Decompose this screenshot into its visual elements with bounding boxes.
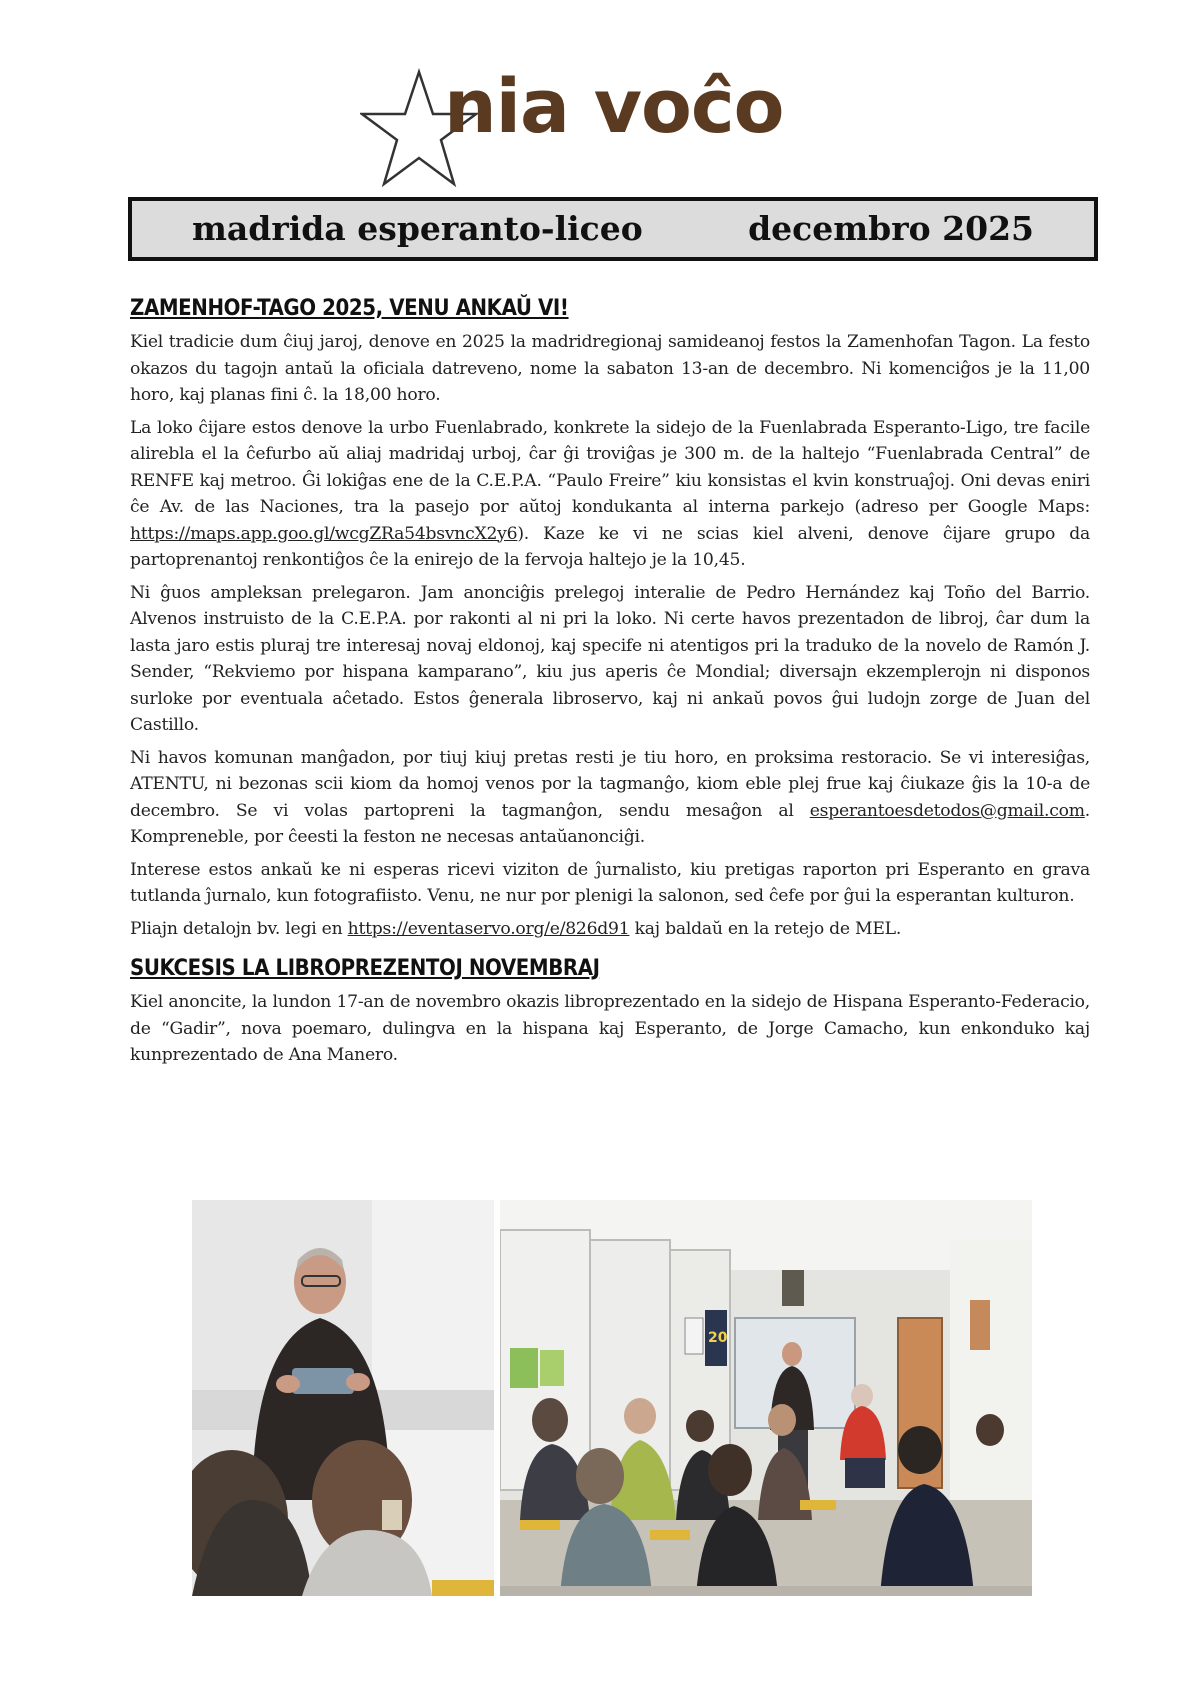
masthead — [360, 64, 784, 194]
article1-title: ZAMENHOF-TAGO 2025, VENU ANKAŬ VI! — [130, 296, 569, 321]
article2-title: SUKCESIS LA LIBROPREZENTOJ NOVEMBRAJ — [130, 956, 600, 981]
text-span: . Kompreneble, por ĉeesti la feston ne necesas antaŭanonciĝi. — [130, 800, 1090, 847]
text-span: ). Kaze ke vi ne scias kiel alveni, denove ĉijare grupo da partoprenantoj renkontiĝos ĉe la enirejo de la fervoja haltejo je la 10,45. — [130, 523, 1090, 570]
text-span: Pliajn detalojn bv. legi en — [130, 918, 348, 939]
maps-link[interactable]: https://maps.app.goo.gl/wcgZRa54bsvncX2y6 — [130, 523, 518, 544]
article1-paragraph-2 — [130, 415, 1090, 574]
issue-date: decembro 2025 — [748, 209, 1034, 248]
article1-paragraph-5: Interese estos ankaŭ ke ni esperas ricevi viziton de ĵurnalisto, kiu pretigas raporton pri Esperanto en grava tutlanda ĵurnalo, kun fotografiisto. Venu, ne nur por plenigi la salonon, sed ĉefe por ĝui la esperantan kulturon. — [130, 859, 1090, 906]
photo-row — [192, 1200, 1032, 1596]
main-content — [130, 296, 1090, 1075]
header-banner — [128, 197, 1098, 261]
organization-name: madrida esperanto-liceo — [192, 209, 643, 248]
svg-text:20: 20 — [708, 1330, 728, 1346]
email-link[interactable]: esperantoesdetodos@gmail.com — [809, 800, 1085, 821]
article1-paragraph-6 — [130, 916, 1090, 943]
article1-paragraph-4 — [130, 745, 1090, 851]
article1-paragraph-3: Ni ĝuos ampleksan prelegaron. Jam anonciĝis prelegoj interalie de Pedro Hernández kaj Toño del Barrio. Alvenos instruisto de la C.E.P.A. por rakonti al ni pri la loko. Ni certe havos prezentadon de libroj, ĉar dum la lasta jaro estis pluraj tre interesaj novaj eldonoj, kaj specife ni atentigos pri la traduko de la novelo de Ramón J. Sender, “Rekviemo por hispana kamparano”, kiu jus aperis ĉe Mondial; diversajn ekzemplerojn ni disponos surloke por eventuala aĉetado. Estos ĝenerala libroservo, kaj ni ankaŭ povos ĝui ludojn zorge de Juan del Castillo. — [130, 582, 1090, 735]
text-span: kaj baldaŭ en la retejo de MEL. — [629, 918, 902, 939]
text-span: La loko ĉijare estos denove la urbo Fuenlabrado, konkrete la sidejo de la Fuenlabrada Esperanto-Ligo, tre facile alirebla el la ĉefurbo aŭ aliaj madridaj urboj, ĉar ĝi troviĝas je 300 m. de la haltejo “Fuenlabrada Central” de RENFE kaj metroo. Ĝi lokiĝas ene de la C.E.P.A. “Paulo Freire” kiu konsistas el kvin konstruaĵoj. Oni devas eniri ĉe Av. de las Naciones, tra la pasejo por aŭtoj kondukanta al interna parkejo (adreso per Google Maps: — [130, 417, 1090, 517]
article2-paragraph-1: Kiel anoncite, la lundon 17-an de novembro okazis libroprezentado en la sidejo de Hispana Esperanto-Federacio, de “Gadir”, nova poemaro, dulingva en la hispana kaj Esperanto, de Jorge Camacho, kun enkonduko kaj kunprezentado de Ana Manero. — [130, 992, 1090, 1065]
article1-paragraph-1: Kiel tradicie dum ĉiuj jaroj, denove en 2025 la madridregionaj samideanoj festos la Zamenhofan Tagon. La festo okazos du tagojn antaŭ la oficiala datreveno, nome la sabaton 13-an de decembro. Ni komenciĝos je la 11,00 horo, kaj planas fini ĉ. la 18,00 horo. — [130, 332, 1090, 405]
eventaservo-link[interactable]: https://eventaservo.org/e/826d91 — [347, 918, 630, 939]
speaker-reading-photo — [192, 1200, 494, 1596]
audience-room-photo — [500, 1200, 1032, 1596]
text-span: Ni havos komunan manĝadon, por tiuj kiuj pretas resti je tiu horo, en proksima restoracio. Se vi interesiĝas, ATENTU, ni bezonas scii kiom da homoj venos por la tagmanĝo, kiom eble plej frue kaj ĉiukaze ĝis la 10-a de decembro. Se vi volas partopreni la tagmanĝon, sendu mesaĝon al — [130, 747, 1090, 821]
logo-title: nia voĉo — [444, 64, 784, 150]
